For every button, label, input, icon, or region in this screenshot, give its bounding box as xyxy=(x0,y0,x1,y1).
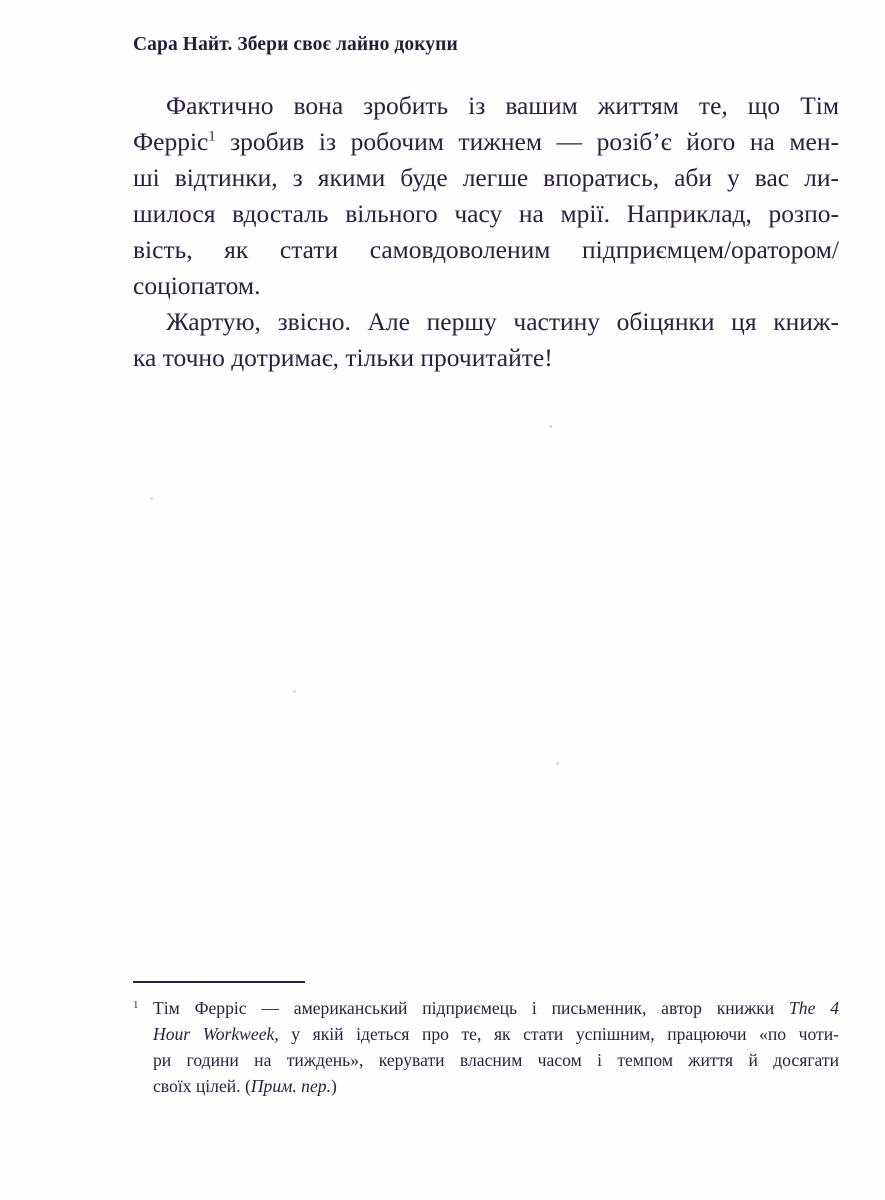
body-line: ка точно дотримає, тільки прочитайте! xyxy=(133,343,553,372)
body-line: соціопатом. xyxy=(133,271,261,300)
footnote-line xyxy=(153,1073,839,1099)
book-title-italic: The 4 xyxy=(789,998,839,1018)
footnote-line: ри години на тиждень», керувати власним часом і темпом життя й досягати xyxy=(153,1050,839,1070)
footnote-line-text: своїх цілей. ( xyxy=(153,1076,251,1096)
footnote-text xyxy=(153,995,839,1099)
body-line-text: Фактично вона зробить із вашим життям те, що Тім xyxy=(166,91,839,120)
scan-speck xyxy=(549,425,552,428)
scan-speck xyxy=(556,762,559,765)
paragraph-1 xyxy=(133,88,839,304)
body-line xyxy=(133,88,839,124)
scan-speck xyxy=(150,497,153,500)
footnote-separator-rule xyxy=(133,981,305,983)
body-line: вість, як стати самовдоволеним підприємцем/оратором/ xyxy=(133,235,839,264)
footnote-line xyxy=(153,1021,839,1047)
footnote-marker: 1 xyxy=(133,999,139,1011)
footnote-anchor-word: Ферріс xyxy=(133,127,209,156)
body-line-text: зробив із робочим тижнем — розіб’є його на мен- xyxy=(230,127,840,156)
footnote-line-text: ) xyxy=(330,1076,337,1096)
running-head: Сара Найт. Збери своє лайно докупи xyxy=(133,34,458,55)
paragraph-2 xyxy=(133,304,839,376)
footnote-block xyxy=(133,995,839,1099)
footnote-reference-marker[interactable]: 1 xyxy=(208,128,216,145)
body-line-text: Жартую, звісно. Але першу частину обіцянки ця книж- xyxy=(166,307,839,336)
body-text-block xyxy=(133,88,839,376)
body-line xyxy=(133,304,839,340)
body-line: ші відтинки, з якими буде легше впоратись, аби у вас ли- xyxy=(133,163,839,192)
scan-speck xyxy=(293,690,296,693)
translator-note-italic: Прим. пер. xyxy=(250,1076,331,1096)
body-line xyxy=(133,124,839,160)
footnote-line-text: Тім Ферріс — американський підприємець і письменник, автор книжки xyxy=(153,998,789,1018)
footnote-line xyxy=(153,995,839,1021)
footnote-line-text: , у якій ідеться про те, як стати успішним, працюючи «по чоти- xyxy=(274,1024,840,1044)
book-title-italic: Hour Workweek xyxy=(153,1024,275,1044)
body-line: шилося вдосталь вільного часу на мрії. Наприклад, розпо- xyxy=(133,199,839,228)
